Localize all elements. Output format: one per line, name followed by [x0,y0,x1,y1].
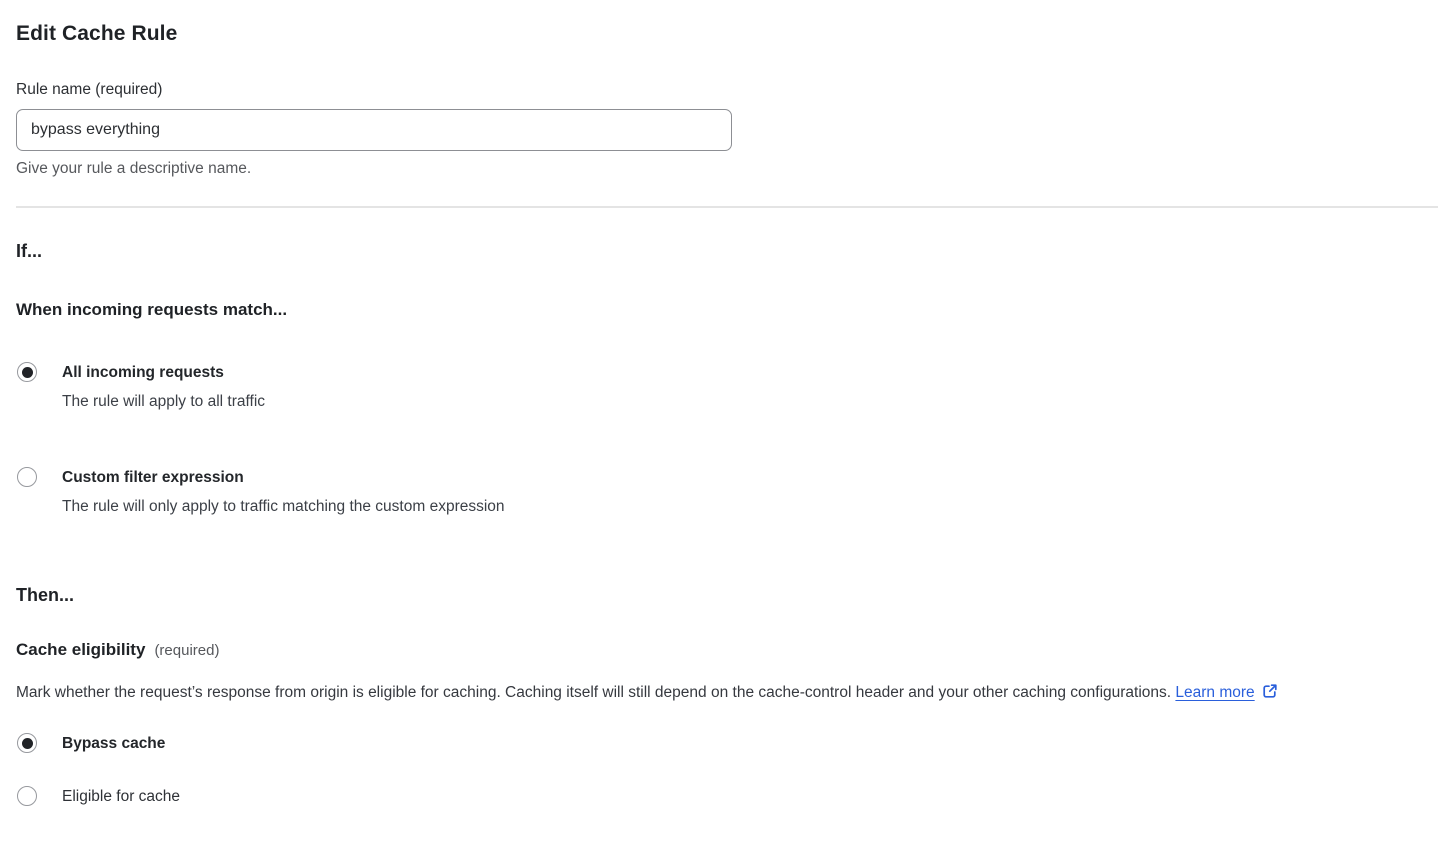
radio-option-label[interactable]: Eligible for cache [62,788,181,805]
cache-eligibility-label: Cache eligibility [16,640,146,659]
section-divider [16,206,1438,208]
rule-name-helper: Give your rule a descriptive name. [16,160,252,177]
learn-more-link[interactable]: Learn more [1175,684,1277,701]
incoming-requests-subheading: When incoming requests match... [16,300,288,319]
cache-eligibility-description [16,678,1408,709]
radio-option-label[interactable]: All incoming requests [62,364,224,381]
radio-option-description: The rule will apply to all traffic [62,393,266,410]
radio-option-bypass-cache[interactable] [16,733,1438,754]
radio-button-unselected[interactable] [17,786,37,806]
radio-option-custom-filter-expression[interactable] [16,467,1438,517]
cache-eligibility-title-row [16,640,1438,660]
rule-name-label: Rule name (required) [16,81,163,98]
rule-name-input[interactable] [16,109,732,151]
radio-button-selected[interactable] [17,362,37,382]
radio-option-description: The rule will only apply to traffic matching the custom expression [62,498,505,515]
cache-eligibility-description-text: Mark whether the request’s response from origin is eligible for caching. Caching itself will still depend on the cache-control header and your other caching configurations. [16,684,1172,701]
if-section-heading: If... [16,241,42,261]
radio-option-label[interactable]: Bypass cache [62,735,166,752]
external-link-icon [1262,680,1278,709]
radio-option-label[interactable]: Custom filter expression [62,469,244,486]
then-section-heading: Then... [16,585,74,605]
page-title: Edit Cache Rule [16,22,178,45]
radio-option-eligible-for-cache[interactable] [16,786,1438,807]
cache-eligibility-required-hint: (required) [154,642,220,659]
radio-option-all-incoming-requests[interactable] [16,362,1438,412]
radio-button-unselected[interactable] [17,467,37,487]
cache-eligibility-options [16,733,1438,807]
radio-button-selected[interactable] [17,733,37,753]
